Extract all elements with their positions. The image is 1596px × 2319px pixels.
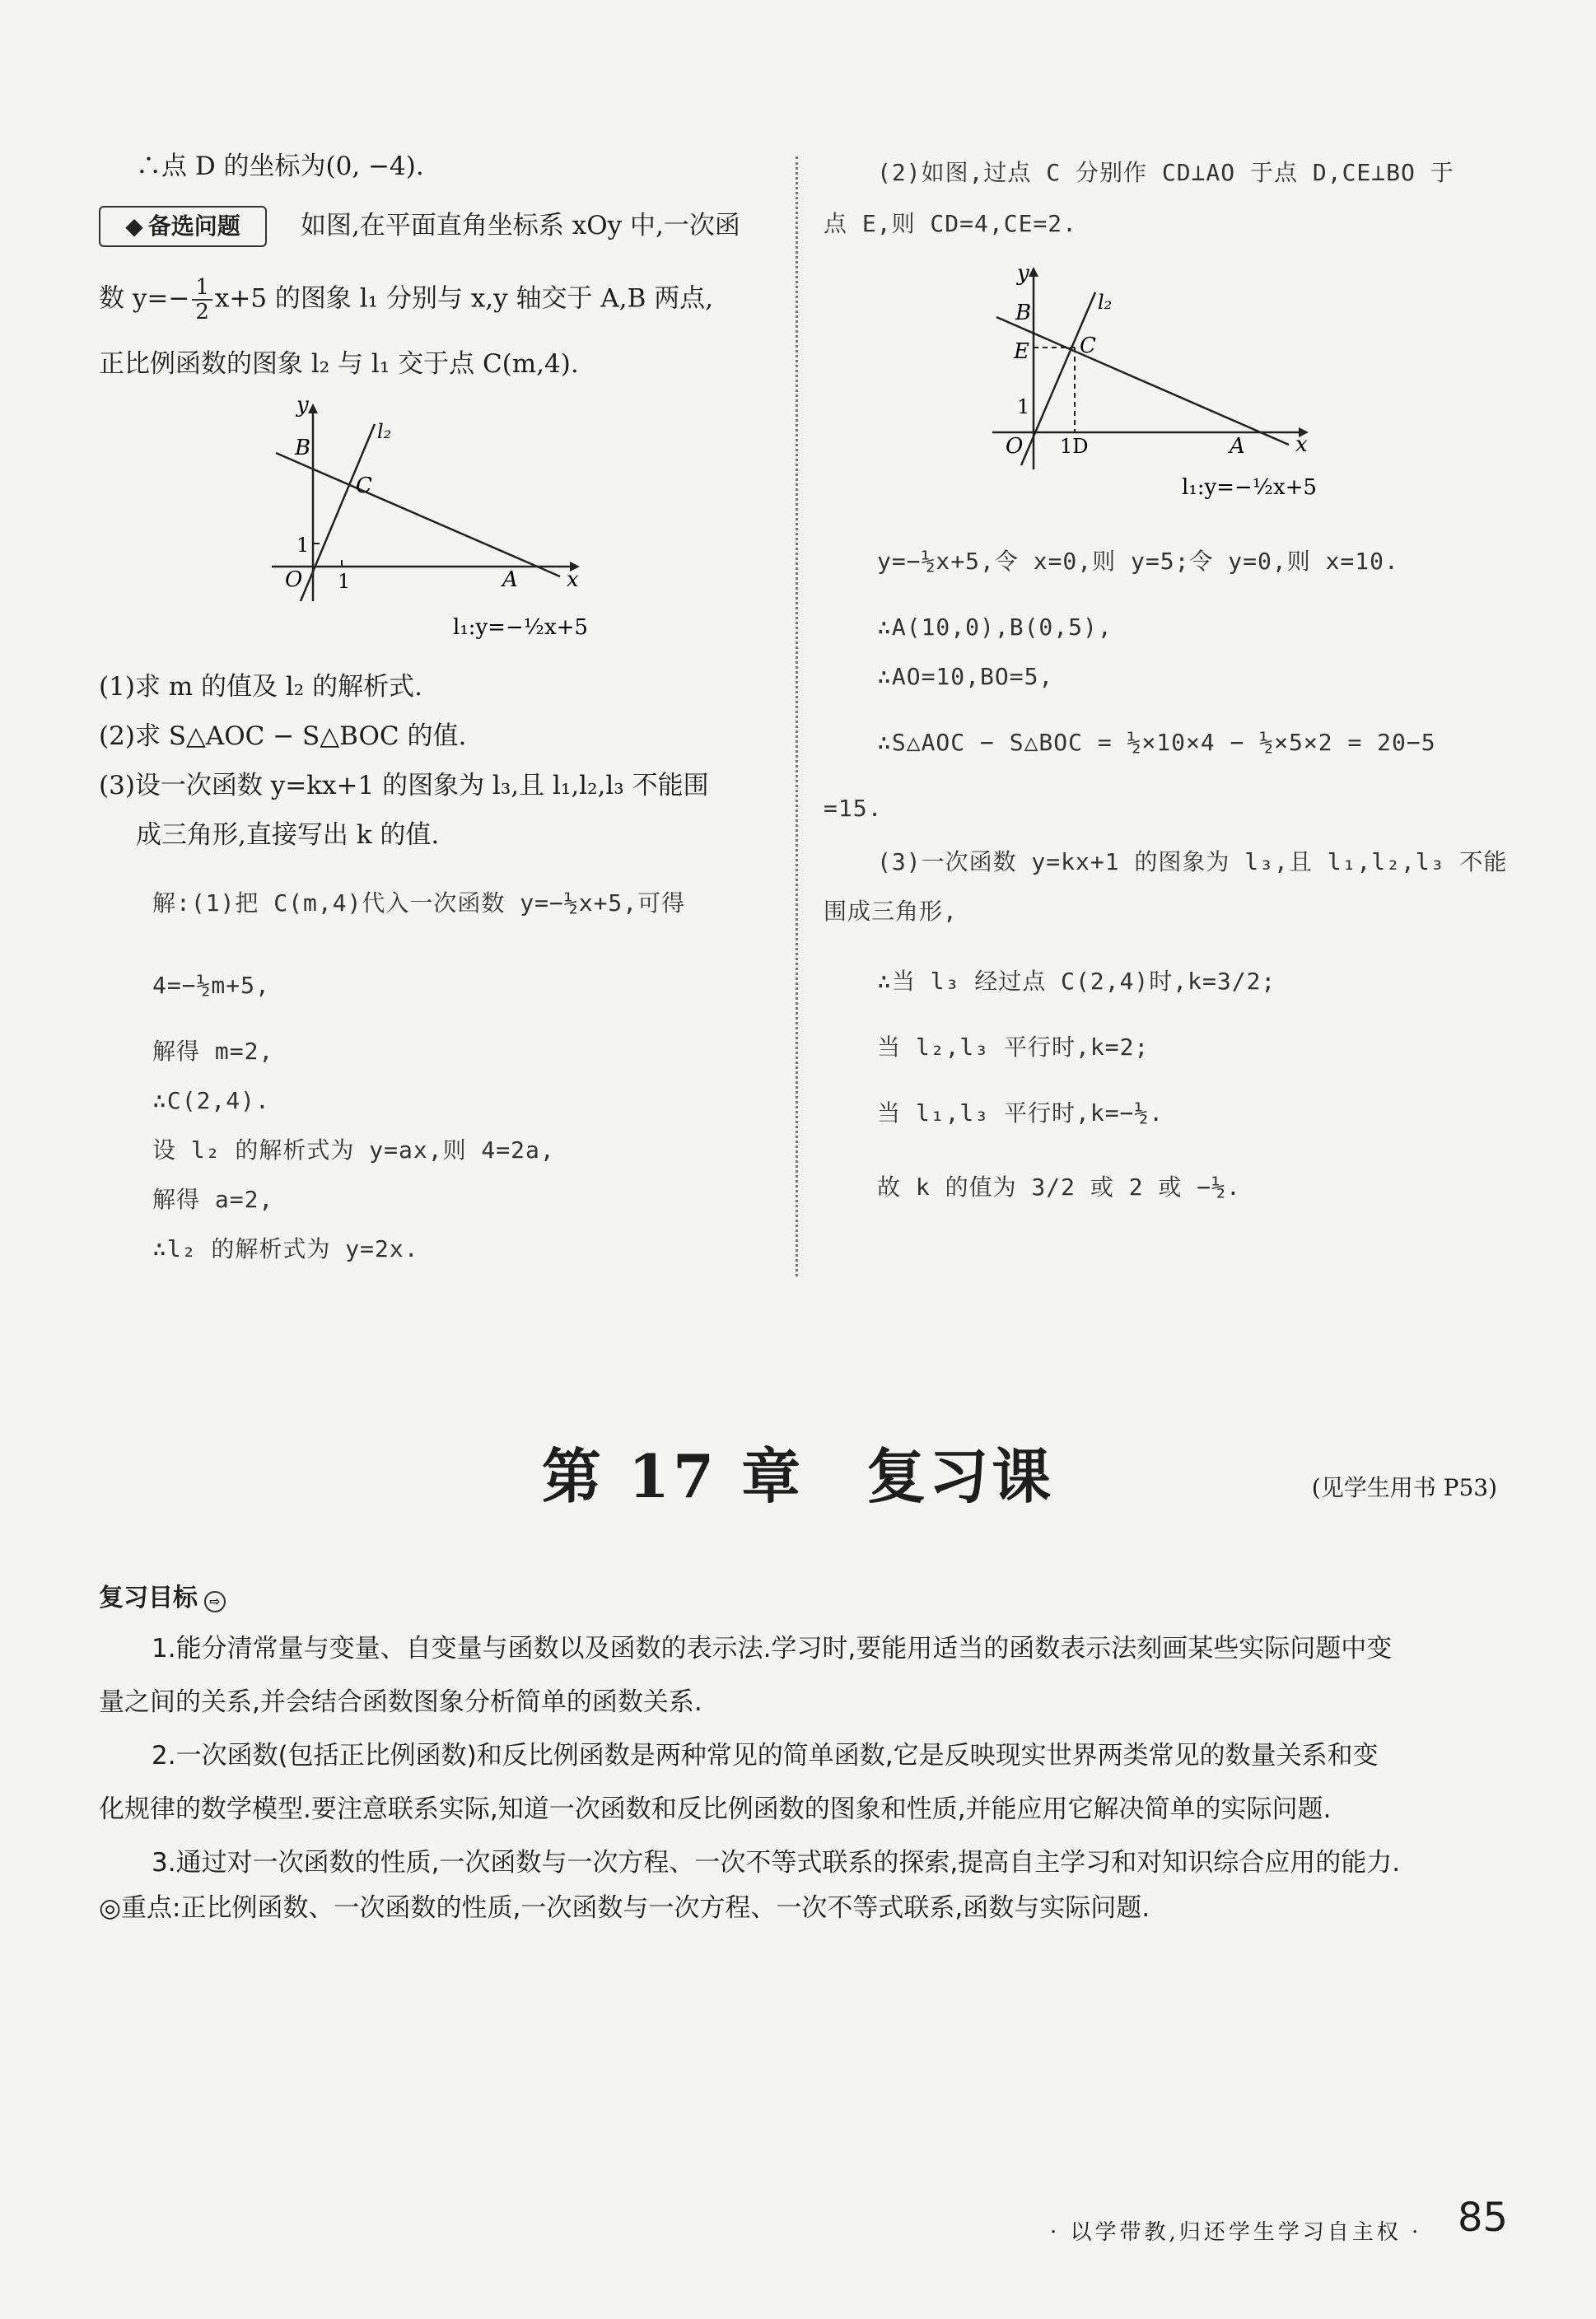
fig2-label-A: A [1230, 434, 1245, 459]
step-1: y=−½x+5,令 x=0,则 y=5;令 y=0,则 x=10. [877, 548, 1399, 575]
review-goal-1 [99, 1626, 1499, 1671]
question-3: (3)设一次函数 y=kx+1 的图象为 l₃,且 l₁,l₂,l₃ 不能围 [99, 771, 709, 800]
part2-intro-1: (2)如图,过点 C 分别作 CD⊥AO 于点 D,CE⊥BO 于 [877, 159, 1454, 186]
fig2-label-one-y: 1 [1017, 395, 1030, 418]
frac-num: 1 [192, 276, 212, 301]
part2-intro-2: 点 E,则 CD=4,CE=2. [824, 210, 1078, 237]
solution-line-5: 设 l₂ 的解析式为 y=ax,则 4=2a, [152, 1136, 555, 1164]
review-goals-label: 复习目标 [99, 1584, 198, 1612]
column-divider [796, 156, 798, 1276]
footer-motto: · 以学带教,归还学生学习自主权 · [1050, 2220, 1422, 2245]
question-1: (1)求 m 的值及 l₂ 的解析式. [99, 672, 422, 702]
review-goal-2: 2.一次函数(包括正比例函数)和反比例函数是两种常见的简单函数,它是反映现实世界两类常见的数量关系和变 [152, 1741, 1379, 1771]
fig2-label-C: C [1080, 334, 1096, 358]
fig1-label-one-x: 1 [338, 570, 351, 593]
fig2-caption: l₁:y=−½x+5 [1182, 475, 1317, 500]
fig2-label-l2: l₂ [1098, 291, 1113, 314]
badge-label: 备选问题 [147, 212, 240, 240]
arrow-right-icon: ⇨ [204, 1591, 226, 1612]
solution-line-7: ∴l₂ 的解析式为 y=2x. [152, 1235, 419, 1262]
step-4: ∴S△AOC − S△BOC = ½×10×4 − ½×5×2 = 20−5 [877, 729, 1436, 756]
page-number: 85 [1458, 2195, 1509, 2241]
optional-problem-badge [99, 206, 267, 247]
frac-den: 2 [195, 300, 209, 324]
step-6: (3)一次函数 y=kx+1 的图象为 l₃,且 l₁,l₂,l₃ 不能 [877, 848, 1508, 875]
figure-2 [984, 255, 1346, 527]
top-line: ∴点 D 的坐标为(0, −4). [136, 152, 424, 181]
question-3-cont: 成三角形,直接写出 k 的值. [136, 820, 440, 850]
review-goal-2-cont: 化规律的数学模型.要注意联系实际,知道一次函数和反比例函数的图象和性质,并能应用它解决简单的实际问题. [99, 1794, 1332, 1824]
question-2: (2)求 S△AOC − S△BOC 的值. [99, 721, 467, 751]
step-7: 围成三角形, [824, 898, 958, 925]
fig1-label-C: C [356, 474, 372, 498]
fig1-label-one-y: 1 [296, 534, 310, 557]
fig1-caption: l₁:y=−½x+5 [453, 615, 588, 640]
step-5: =15. [824, 795, 883, 822]
problem-intro-1: 如图,在平面直角坐标系 xOy 中,一次函 [301, 211, 740, 240]
problem-intro-2a: 数 y=− [99, 283, 190, 314]
problem-intro-2b: x+5 的图象 l₁ 分别与 x,y 轴交于 A,B 两点, [214, 283, 714, 314]
badge-star-icon: ◆ [125, 212, 143, 240]
fig2-line-l1 [996, 317, 1289, 445]
fig1-label-A: A [502, 567, 518, 592]
figure-1 [264, 395, 609, 659]
fraction-half [192, 276, 212, 324]
solution-line-3: 解得 m=2, [152, 1038, 274, 1065]
fig1-label-l2: l₂ [377, 420, 392, 443]
solution-line-1: 解:(1)把 C(m,4)代入一次函数 y=−½x+5,可得 [152, 889, 686, 917]
fig2-label-x: x [1295, 432, 1308, 457]
chapter-title: 第 17 章 复习课 [541, 1441, 1055, 1511]
solution-line-2: 4=−½m+5, [152, 972, 270, 999]
step-8: ∴当 l₃ 经过点 C(2,4)时,k=3/2; [877, 968, 1276, 995]
review-goal-3: 3.通过对一次函数的性质,一次函数与一次方程、一次不等式联系的探索,提高自主学习和对知识综合应用的能力. [152, 1848, 1401, 1878]
step-2: ∴A(10,0),B(0,5), [877, 614, 1113, 641]
fig1-label-B: B [295, 436, 311, 460]
fig2-label-E: E [1014, 339, 1029, 364]
solution-line-4: ∴C(2,4). [152, 1087, 270, 1114]
step-10: 当 l₁,l₃ 平行时,k=−½. [877, 1099, 1164, 1127]
step-3: ∴AO=10,BO=5, [877, 663, 1054, 690]
solution-line-6: 解得 a=2, [152, 1186, 274, 1213]
step-9: 当 l₂,l₃ 平行时,k=2; [877, 1034, 1150, 1061]
fig1-label-O: O [285, 567, 303, 592]
chapter-reference: (见学生用书 P53) [1311, 1474, 1497, 1501]
fig2-label-y: y [1017, 261, 1029, 286]
review-goals-heading [99, 1577, 226, 1613]
problem-intro-2 [99, 276, 713, 324]
fig1-label-y: y [296, 395, 309, 418]
review-key-points: ◎重点:正比例函数、一次函数的性质,一次函数与一次方程、一次不等式联系,函数与实际问题. [99, 1893, 1150, 1923]
fig1-y-arrow [308, 404, 318, 413]
problem-intro-3: 正比例函数的图象 l₂ 与 l₁ 交于点 C(m,4). [99, 349, 579, 379]
review-goal-1-cont: 量之间的关系,并会结合函数图象分析简单的函数关系. [99, 1687, 702, 1717]
fig2-label-B: B [1015, 301, 1032, 325]
fig2-label-O: O [1006, 434, 1024, 459]
review-goal-1-line-a: 1.能分清常量与变量、自变量与函数以及函数的表示法.学习时,要能用适当的函数表示法刻画某些实际问题中变 [152, 1634, 1393, 1663]
fig1-label-x: x [567, 567, 579, 592]
fig2-y-arrow [1029, 267, 1038, 277]
step-11: 故 k 的值为 3/2 或 2 或 −½. [877, 1173, 1241, 1201]
fig2-label-one-d: 1D [1060, 435, 1089, 458]
